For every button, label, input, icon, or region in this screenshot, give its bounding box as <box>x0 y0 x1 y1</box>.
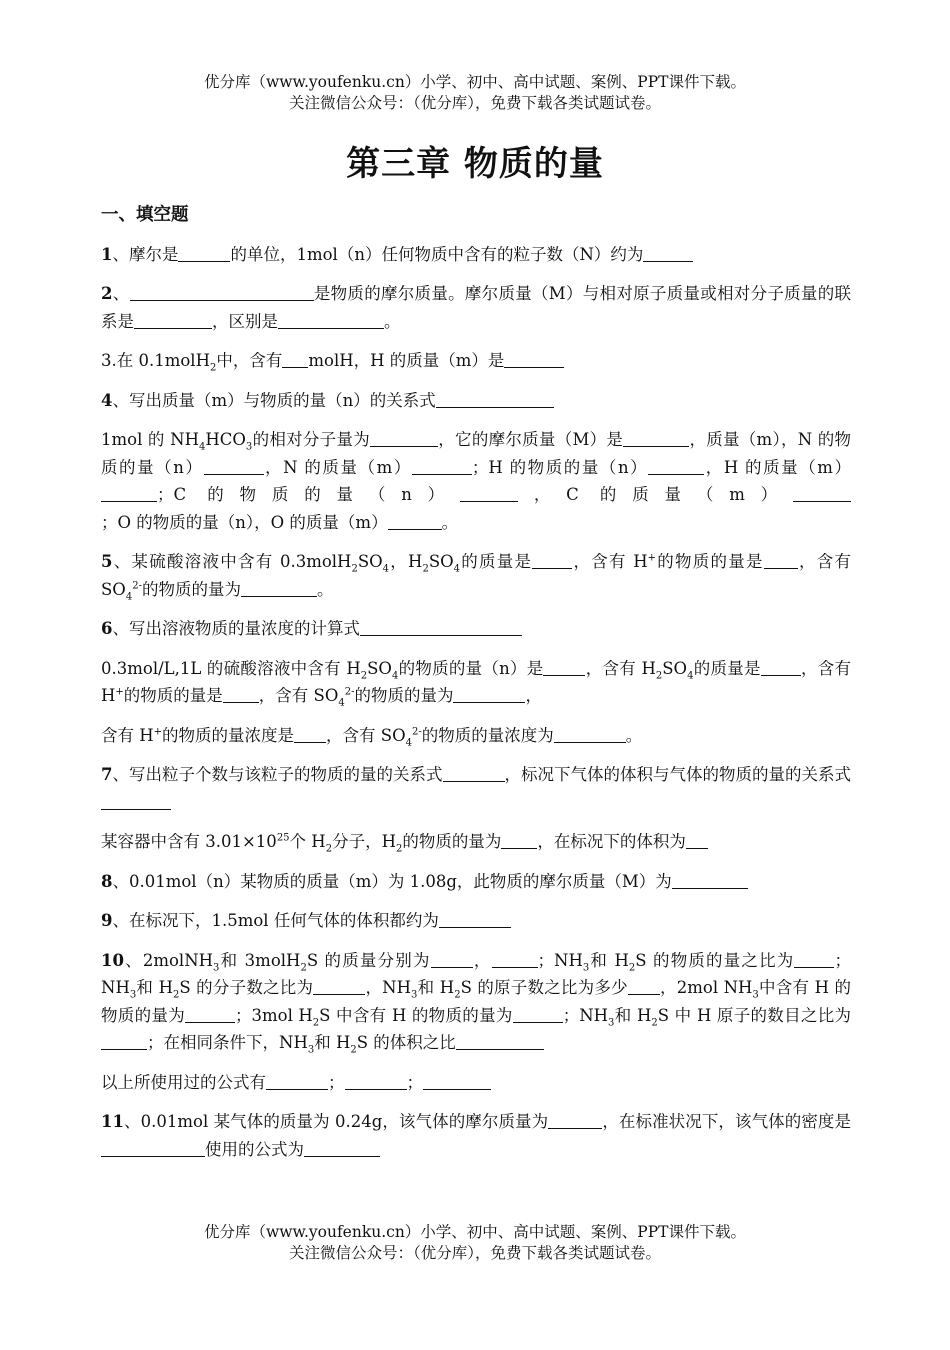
answer-blank[interactable] <box>423 1073 491 1090</box>
answer-blank[interactable] <box>185 1006 235 1023</box>
answer-blank[interactable] <box>686 832 708 849</box>
answer-blank[interactable] <box>304 1140 380 1157</box>
question-10: 10、2molNH$_3$和 3molH$_2$S 的质量分别为 ， ；$NH_3$和 $H_2S$ 的物质的量之比为 ；$NH_3$和 $H_2S$ 的分子数之比为 ，$NH_3$和 $H_2S$ 的原子数之比为多少 ，2mol $NH_3$中含有 H 的物质的量为 ；3mol $H_2S$ 中含有 H 的物质的量为 ；$NH_3$和 $H_2S$ 中 H 原子的数目之比为；在相同条件下，$NH_3$和 $H_2S$ 的体积之比 <box>101 950 852 1056</box>
answer-blank[interactable] <box>554 726 626 743</box>
answer-blank[interactable] <box>443 765 505 782</box>
answer-blank[interactable] <box>431 951 473 968</box>
question-11: 11、0.01mol 某气体的质量为 0.24g，该气体的摩尔质量为 ，在标准状况下，该气体的密度是使用的公式为 <box>101 1112 852 1159</box>
answer-blank[interactable] <box>101 1140 205 1157</box>
question-3: 3.在 0.1molH$_2$中，含有 molH，H 的质量（m）是 <box>101 347 851 375</box>
answer-blank[interactable] <box>204 458 264 475</box>
answer-blank[interactable] <box>101 1033 147 1050</box>
answer-blank[interactable] <box>345 1073 407 1090</box>
answer-blank[interactable] <box>313 978 365 995</box>
answer-blank[interactable] <box>278 312 384 329</box>
page-title: 第三章 物质的量 <box>346 144 604 184</box>
question-2: 2、 是物质的摩尔质量。摩尔质量（M）与相对原子质量或相对分子质量的联系是 ，区别是 。 <box>101 284 852 331</box>
answer-blank[interactable] <box>623 430 689 447</box>
answer-blank[interactable] <box>628 978 660 995</box>
answer-blank[interactable] <box>130 284 314 301</box>
header-line-1: 优分库（www.youfenku.cn）小学、初中、高中试题、案例、PPT课件下载。 <box>203 73 747 91</box>
answer-blank[interactable] <box>266 1073 328 1090</box>
answer-blank[interactable] <box>436 391 554 408</box>
answer-blank[interactable] <box>793 485 851 502</box>
page-header <box>0 72 950 114</box>
answer-blank[interactable] <box>764 552 798 569</box>
answer-blank[interactable] <box>761 659 801 676</box>
formula-summary: 以上所使用过的公式有 ； ； <box>101 1069 851 1097</box>
answer-blank[interactable] <box>282 351 308 368</box>
answer-blank[interactable] <box>439 911 511 928</box>
answer-blank[interactable] <box>370 430 438 447</box>
answer-blank[interactable] <box>794 951 834 968</box>
question-4: 4、写出质量（m）与物质的量（n）的关系式 <box>101 387 851 415</box>
answer-blank[interactable] <box>643 245 693 262</box>
answer-blank[interactable] <box>460 485 518 502</box>
footer-line-2: 关注微信公众号：（优分库），免费下载各类试题试卷。 <box>288 1244 661 1262</box>
answer-blank[interactable] <box>501 832 537 849</box>
footer-line-1: 优分库（www.youfenku.cn）小学、初中、高中试题、案例、PPT课件下载。 <box>203 1223 747 1241</box>
question-1: 1、摩尔是 的单位，1mol（n）任何物质中含有的粒子数（N）约为 <box>101 241 851 269</box>
question-7-detail: 某容器中含有 $3.01\times 10^{25}$个 $H_2$分子，$H_2$的物质的量为 ，在标况下的体积为 <box>101 828 851 856</box>
answer-blank[interactable] <box>412 458 472 475</box>
question-4-detail: 1mol 的 $NH_4HCO_3$的相对分子量为 ，它的摩尔质量（M）是 ，质量（m），N 的物质的量（n） ，N 的质量（m） ；H 的物质的量（n） ，H 的质量（m）；C 的物质的量（n） ，C 的质量（m）；O 的物质的量（n），O 的质量（m） 。 <box>101 430 852 532</box>
answer-blank[interactable] <box>178 245 230 262</box>
answer-blank[interactable] <box>223 686 259 703</box>
question-list <box>101 202 851 1175</box>
answer-blank[interactable] <box>388 513 442 530</box>
answer-blank[interactable] <box>456 1033 544 1050</box>
answer-blank[interactable] <box>548 1112 602 1129</box>
question-9: 9、在标况下，1.5mol 任何气体的体积都约为 <box>101 907 851 935</box>
answer-blank[interactable] <box>504 351 564 368</box>
answer-blank[interactable] <box>513 1006 563 1023</box>
answer-blank[interactable] <box>648 458 704 475</box>
answer-blank[interactable] <box>543 659 585 676</box>
header-line-2: 关注微信公众号：（优分库），免费下载各类试题试卷。 <box>288 94 661 112</box>
answer-blank[interactable] <box>241 580 317 597</box>
question-6-concentration: 含有 H+的物质的量浓度是 ，含有 $SO_4^{2-}$的物质的量浓度为 。 <box>101 725 643 748</box>
question-7: 7、写出粒子个数与该粒子的物质的量的关系式 ，标况下气体的体积与气体的物质的量的关系式 <box>101 761 851 816</box>
question-6-detail: 0.3mol/L,1L 的硫酸溶液中含有 $H_2SO_4$的物质的量（n）是 ，含有 $H_2SO_4$的质量是 ，含有 H+的物质的量是 ，含有 $SO_4^{2-}$的物质的量为 ， <box>101 658 851 709</box>
answer-blank[interactable] <box>294 726 326 743</box>
answer-blank[interactable] <box>360 619 522 636</box>
answer-blank[interactable] <box>672 872 748 889</box>
page-footer <box>0 1222 950 1264</box>
question-8: 8、0.01mol（n）某物质的质量（m）为 1.08g，此物质的摩尔质量（M）为 <box>101 868 851 896</box>
answer-blank[interactable] <box>134 312 212 329</box>
question-5: 5、某硫酸溶液中含有 $0.3molH_2SO_4$，$H_2SO_4$的质量是 ，含有 H+的物质的量是 ，含有 $SO_4^{2-}$的物质的量为 。 <box>101 552 852 602</box>
question-6: 6、写出溶液物质的量浓度的计算式 <box>101 615 851 643</box>
answer-blank[interactable] <box>101 793 171 810</box>
answer-blank[interactable] <box>101 485 157 502</box>
section-heading: 一、填空题 <box>101 205 189 225</box>
answer-blank[interactable] <box>532 552 572 569</box>
answer-blank[interactable] <box>492 951 538 968</box>
answer-blank[interactable] <box>453 686 525 703</box>
